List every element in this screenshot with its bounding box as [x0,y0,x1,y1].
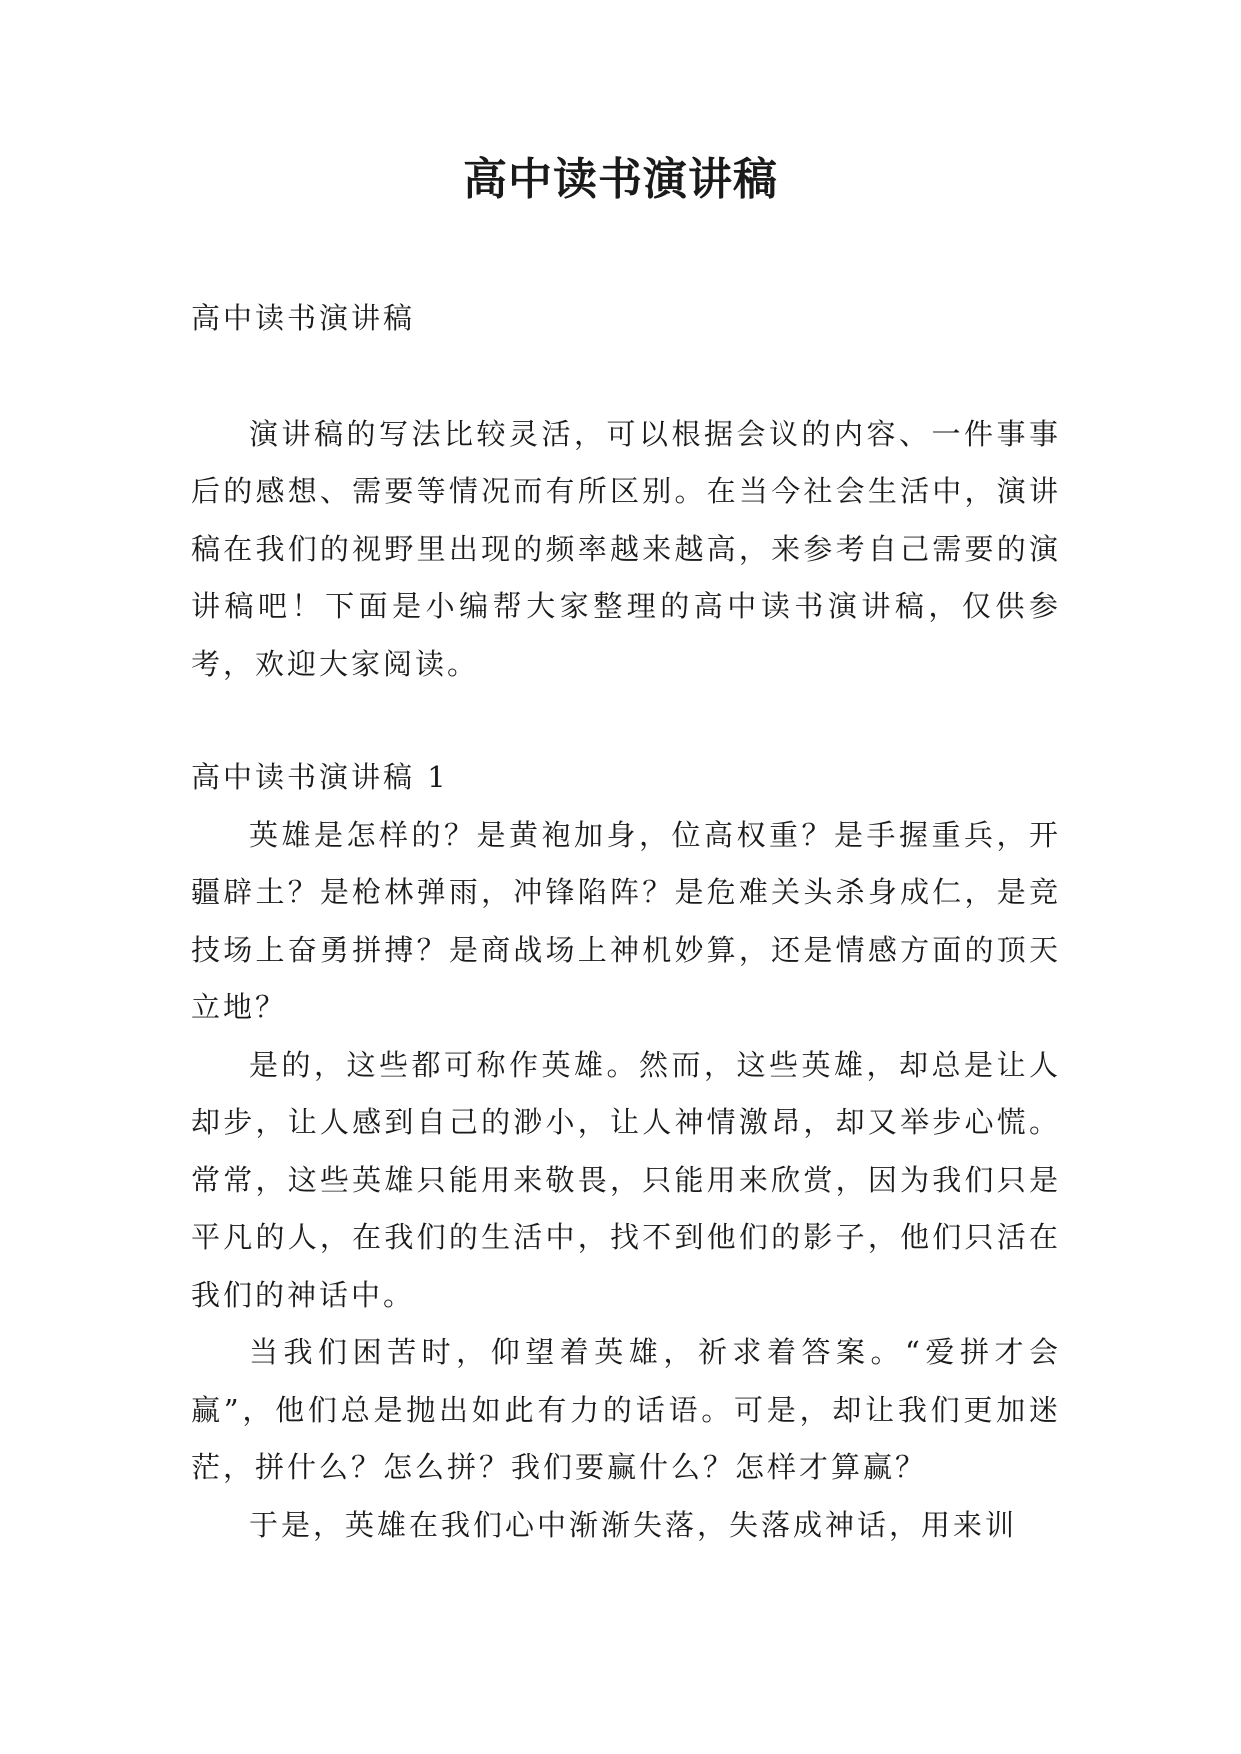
body-paragraph: 于是，英雄在我们心中渐渐失落，失落成神话，用来训 [249,1507,1018,1542]
body-paragraph: 是的，这些都可称作英雄。然而，这些英雄，却总是让人却步，让人感到自己的渺小，让人神情激昂，却又举步心慌。常常，这些英雄只能用来敬畏，只能用来欣赏，因为我们只是平凡的人，在我们的生活中，找不到他们的影子，他们只活在我们的神话中。 [191,1047,1061,1312]
document-body [191,290,1061,1554]
body-paragraph: 当我们困苦时，仰望着英雄，祈求着答案。“爱拼才会赢”，他们总是抛出如此有力的话语。可是，却让我们更加迷茫，拼什么？怎么拼？我们要赢什么？怎样才算赢？ [191,1335,1061,1484]
document-subtitle: 高中读书演讲稿 [191,301,416,335]
intro-paragraph: 演讲稿的写法比较灵活，可以根据会议的内容、一件事事后的感想、需要等情况而有所区别。在当今社会生活中，演讲稿在我们的视野里出现的频率越来越高，来参考自己需要的演讲稿吧！下面是小编帮大家整理的高中读书演讲稿，仅供参考，欢迎大家阅读。 [191,416,1061,681]
body-paragraph: 英雄是怎样的？是黄袍加身，位高权重？是手握重兵，开疆辟土？是枪林弹雨，冲锋陷阵？是危难关头杀身成仁，是竞技场上奋勇拼搏？是商战场上神机妙算，还是情感方面的顶天立地？ [191,817,1061,1024]
document-title: 高中读书演讲稿 [463,154,778,205]
section-heading: 高中读书演讲稿 1 [191,760,449,794]
